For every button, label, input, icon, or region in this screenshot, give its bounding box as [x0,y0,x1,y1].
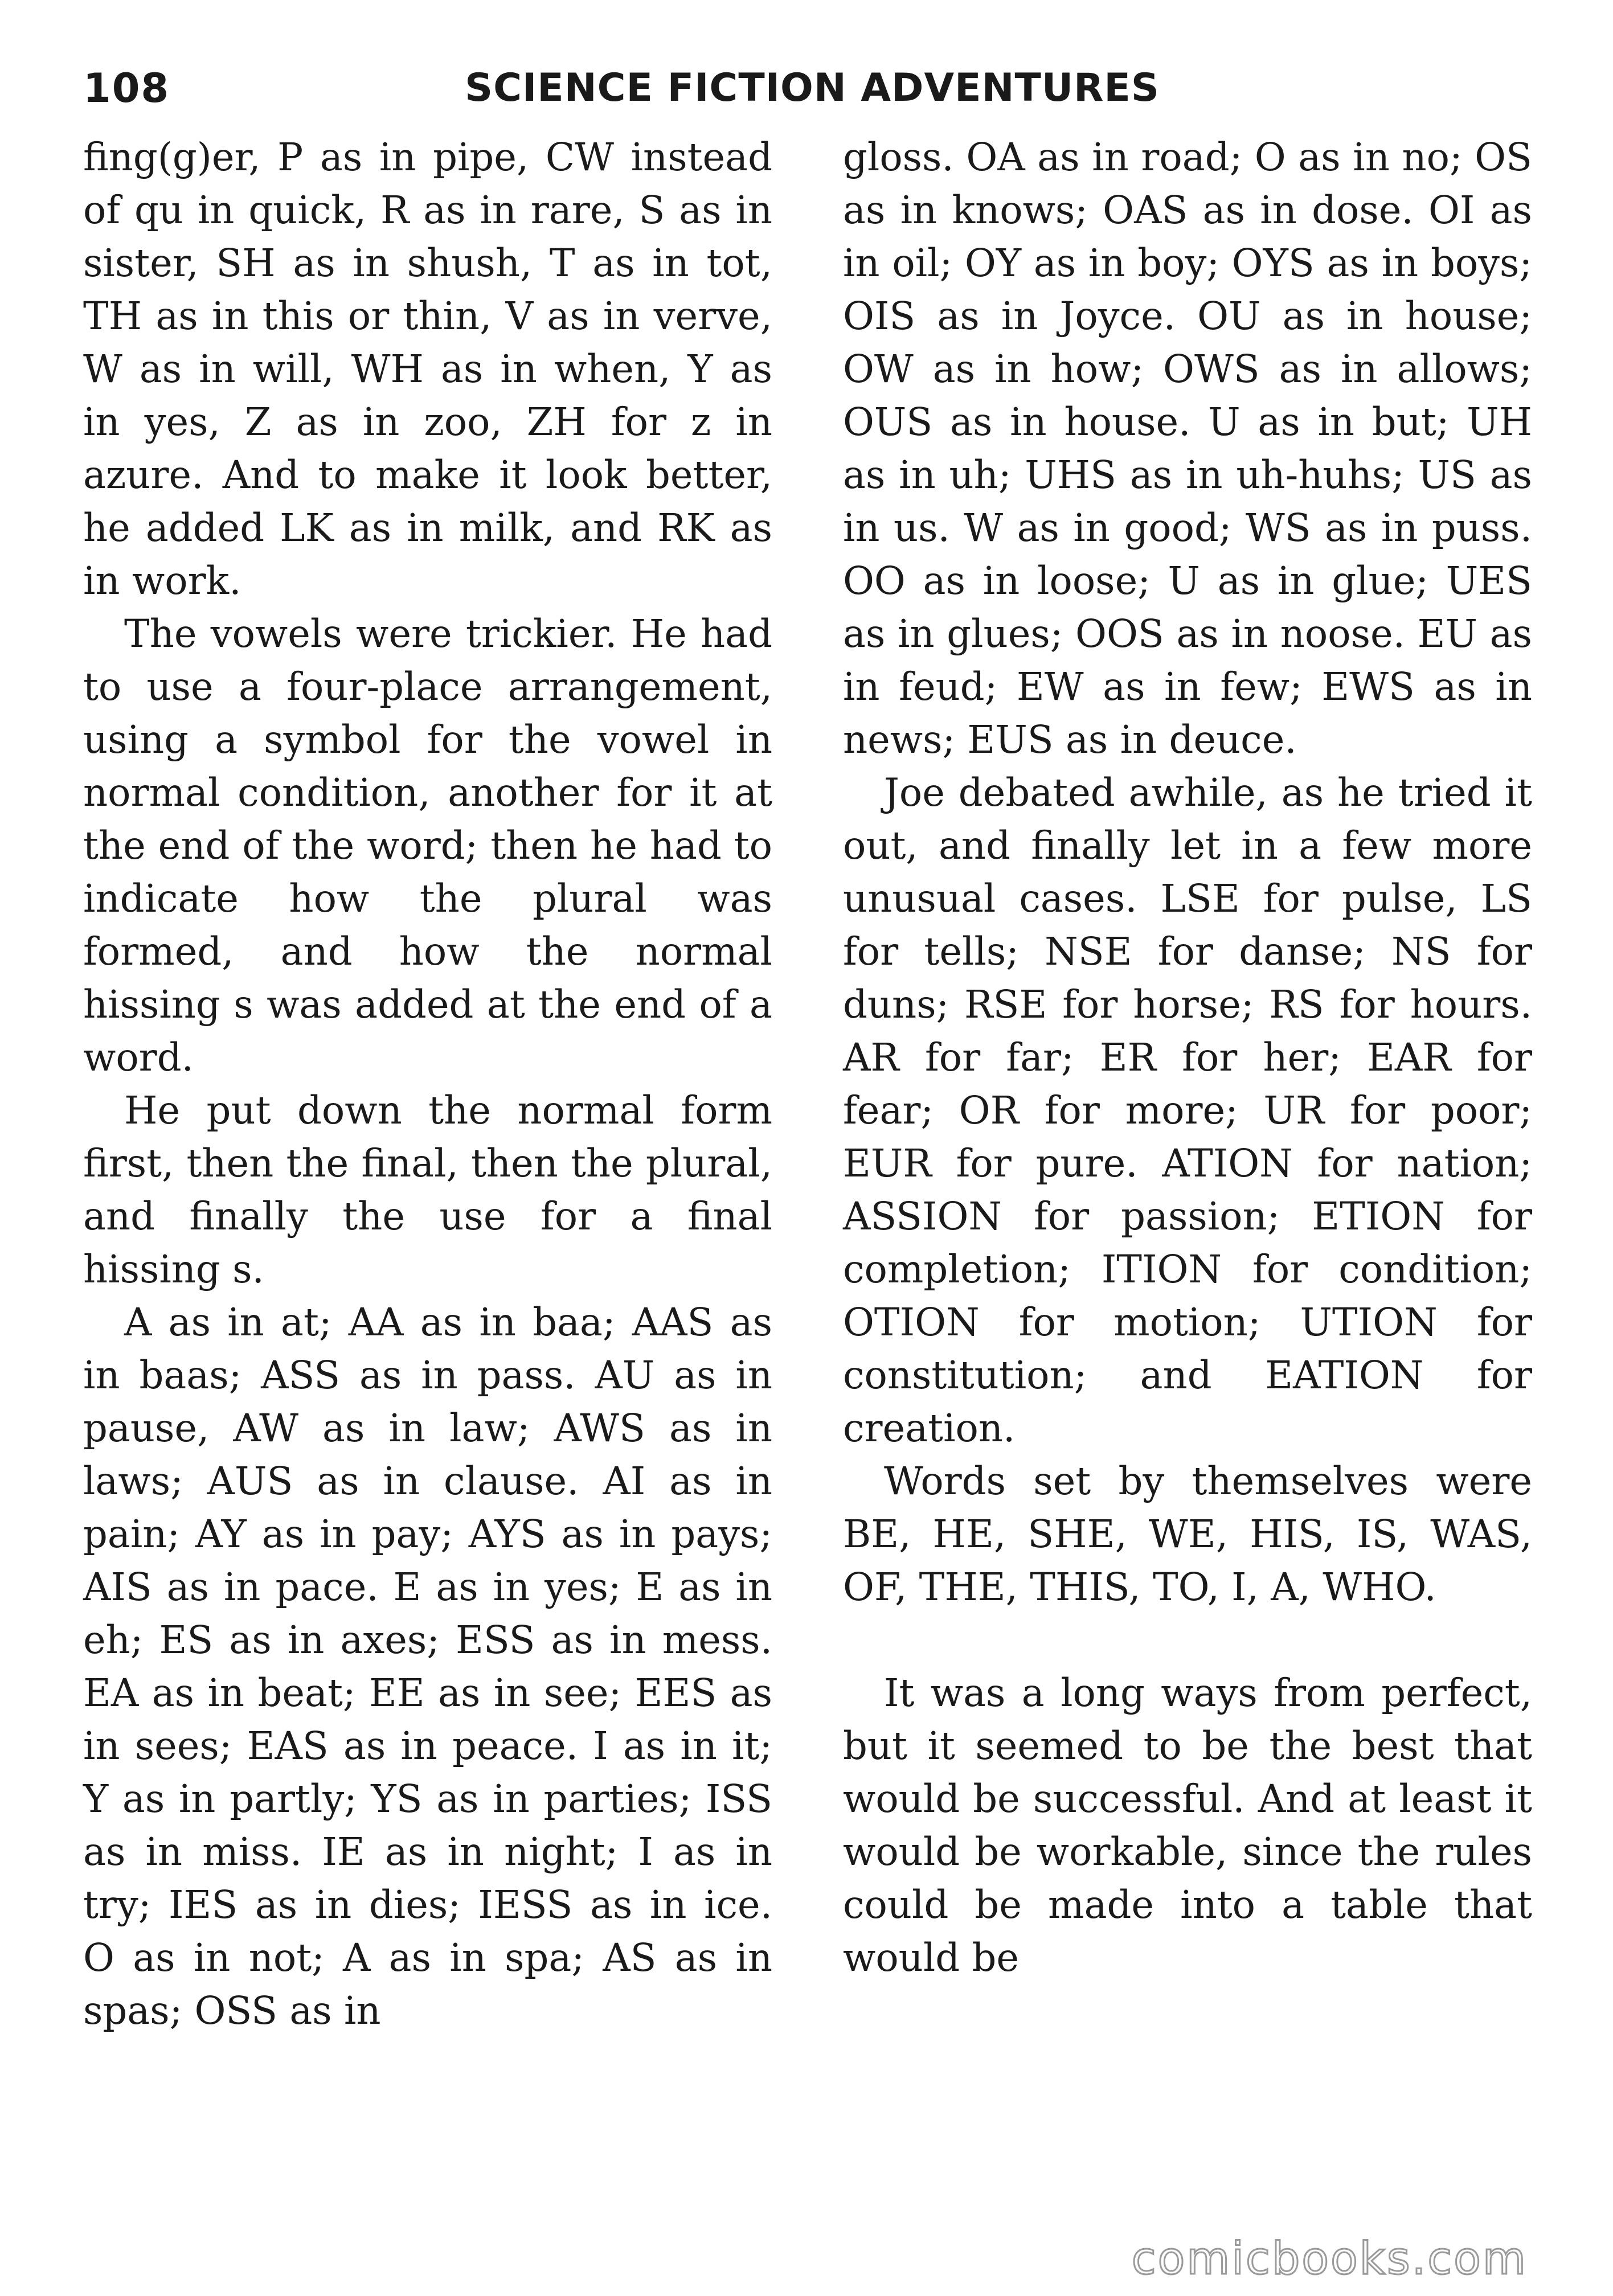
left-paragraph-2: The vowels were trickier. He had to use a four-place arrangement, using a symbol for the vowel in normal condition, another for it at the end of the word; then he had to indicate how the plural was formed, and how the normal hissing s was added at the end of a word. [83,612,772,1080]
right-column [843,131,1532,1985]
watermark: comicbooks.com [1131,2233,1528,2285]
left-paragraph-1: fing(g)er, P as in pipe, CW instead of qu in quick, R as in rare, S as in sister, SH as in shush, T as in tot, TH as in this or thin, V as in verve, W as in will, WH as in when, Y as in yes, Z as in zoo, ZH for z in azure. And to make it look better, he added LK as in milk, and RK as in work. [83,135,772,603]
running-title: SCIENCE FICTION ADVENTURES [465,65,1160,110]
page-number: 108 [83,65,170,112]
right-paragraph-4: It was a long ways from perfect, but it seemed to be the best that would be successful. And at least it would be workable, since the rules could be made into a table that would be [843,1671,1532,1980]
section-break [843,1614,1532,1667]
left-column [83,131,772,2037]
right-paragraph-3: Words set by themselves were BE, HE, SHE, WE, HIS, IS, WAS, OF, THE, THIS, TO, I, A, WHO. [843,1459,1532,1609]
page-header [83,57,1541,120]
left-paragraph-4: A as in at; AA as in baa; AAS as in baas; ASS as in pass. AU as in pause, AW as in law; AWS as in laws; AUS as in clause. AI as in pain; AY as in pay; AYS as in pays; AIS as in pace. E as in yes; E as in eh; ES as in axes; ESS as in mess. EA as in beat; EE as in see; EES as in sees; EAS as in peace. I as in it; Y as in partly; YS as in parties; ISS as in miss. IE as in night; I as in try; IES as in dies; IESS as in ice. O as in not; A as in spa; AS as in spas; OSS as in [83,1300,772,2033]
right-paragraph-2: Joe debated awhile, as he tried it out, and finally let in a few more unusual cases. LSE for pulse, LS for tells; NSE for danse; NS for duns; RSE for horse; RS for hours. AR for far; ER for her; EAR for fear; OR for more; UR for poor; EUR for pure. ATION for nation; ASSION for passion; ETION for completion; ITION for condition; OTION for motion; UTION for constitution; and EATION for creation. [843,770,1532,1450]
left-paragraph-3: He put down the normal form first, then the final, then the plural, and finally the use for a final hissing s. [83,1088,772,1292]
right-paragraph-1: gloss. OA as in road; O as in no; OS as in knows; OAS as in dose. OI as in oil; OY as in boy; OYS as in boys; OIS as in Joyce. OU as in house; OW as in how; OWS as in allows; OUS as in house. U as in but; UH as in uh; UHS as in uh-huhs; US as in us. W as in good; WS as in puss. OO as in loose; U as in glue; UES as in glues; OOS as in noose. EU as in feud; EW as in few; EWS as in news; EUS as in deuce. [843,135,1532,762]
